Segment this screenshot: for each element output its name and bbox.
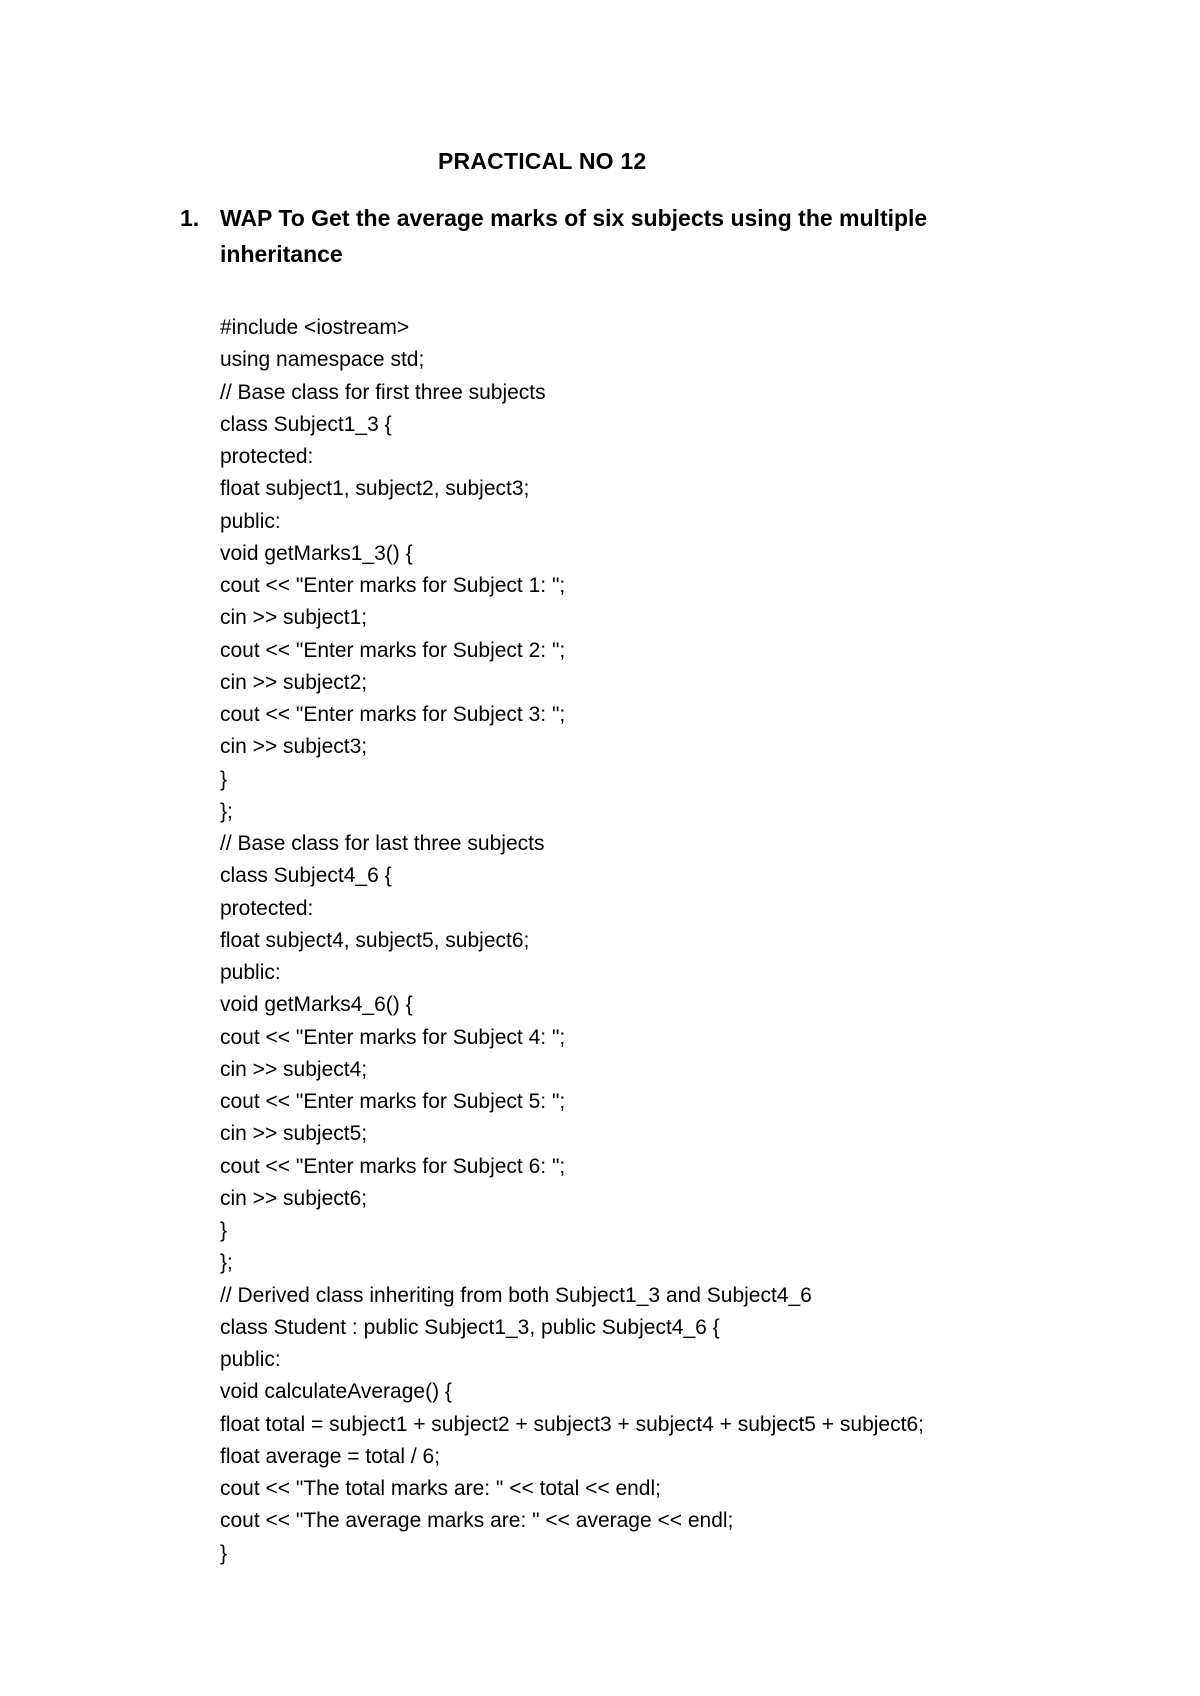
code-line: protected: <box>220 896 314 920</box>
code-line: cout << "Enter marks for Subject 2: "; <box>220 638 566 662</box>
code-line: cout << "The average marks are: " << average << endl; <box>220 1509 734 1533</box>
code-line: cin >> subject1; <box>220 606 368 630</box>
question-text: WAP To Get the average marks of six subjects using the multiple inheritance <box>220 205 928 267</box>
code-line: cin >> subject5; <box>220 1122 368 1146</box>
code-line: // Derived class inheriting from both Subject1_3 and Subject4_6 <box>220 1283 812 1307</box>
code-line: class Subject4_6 { <box>220 864 392 888</box>
code-line: } <box>220 767 228 791</box>
code-line: }; <box>220 1251 233 1275</box>
code-line: public: <box>220 961 281 984</box>
code-line: cin >> subject2; <box>220 670 368 694</box>
code-line: float subject4, subject5, subject6; <box>220 928 530 952</box>
code-line: class Student : public Subject1_3, public Subject4_6 { <box>220 1315 720 1339</box>
code-line: cout << "Enter marks for Subject 1: "; <box>220 574 566 597</box>
code-line: cin >> subject4; <box>220 1057 368 1081</box>
code-line: using namespace std; <box>220 348 425 372</box>
code-line: float total = subject1 + subject2 + subject3 + subject4 + subject5 + subject6; <box>220 1412 924 1436</box>
code-line: cout << "The total marks are: " << total << endl; <box>220 1477 661 1500</box>
code-line: cin >> subject6; <box>220 1186 368 1210</box>
code-line: }; <box>220 799 233 823</box>
code-line: float average = total / 6; <box>220 1444 441 1468</box>
code-line: protected: <box>220 445 314 468</box>
code-line: } <box>220 1541 228 1565</box>
code-line: void getMarks4_6() { <box>220 993 413 1017</box>
code-line: // Base class for first three subjects <box>220 380 546 404</box>
code-line: cout << "Enter marks for Subject 6: "; <box>220 1154 566 1178</box>
code-line: } <box>220 1219 228 1242</box>
code-line: cout << "Enter marks for Subject 3: "; <box>220 703 566 726</box>
code-line: cin >> subject3; <box>220 735 368 759</box>
code-line: class Subject1_3 { <box>220 412 392 436</box>
code-line: public: <box>220 1348 281 1371</box>
code-line: public: <box>220 509 281 533</box>
code-listing <box>220 312 1120 1570</box>
question-item <box>180 200 980 272</box>
code-line: void getMarks1_3() { <box>220 541 413 565</box>
page-title: PRACTICAL NO 12 <box>438 148 647 174</box>
code-line: #include <iostream> <box>220 316 410 339</box>
code-line: float subject1, subject2, subject3; <box>220 477 530 501</box>
code-line: void calculateAverage() { <box>220 1380 452 1404</box>
code-line: cout << "Enter marks for Subject 5: "; <box>220 1090 566 1113</box>
question-number: 1. <box>180 205 200 231</box>
code-line: // Base class for last three subjects <box>220 832 545 855</box>
code-line: cout << "Enter marks for Subject 4: "; <box>220 1025 566 1049</box>
